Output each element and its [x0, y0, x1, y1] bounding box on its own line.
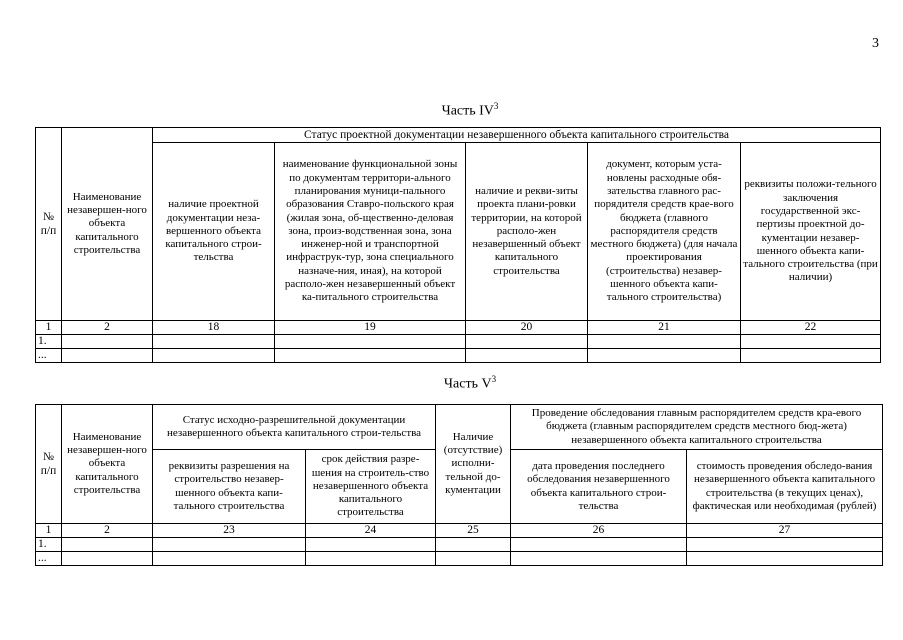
- table-cell: [62, 349, 153, 363]
- col-number: 1: [36, 524, 62, 538]
- col-number: 1: [36, 321, 62, 335]
- header-inspection: Проведение обследования главным распорядителем средств кра-евого бюджета (главным распорядителем средств местного бюд-жета) незавершенного объекта капитального строительства: [511, 405, 883, 450]
- table-cell: [62, 552, 153, 566]
- table-header-row: [36, 128, 881, 143]
- table-cell: [436, 538, 511, 552]
- table-cell: [306, 552, 436, 566]
- row-number: 1.: [36, 538, 62, 552]
- column-number-row: [36, 321, 881, 335]
- table-cell: [741, 335, 881, 349]
- col-number: 24: [306, 524, 436, 538]
- col-number: 20: [466, 321, 588, 335]
- header-col-18: наличие проектной документации неза-вершенного объекта капитального строи-тельства: [153, 143, 275, 321]
- col-number: 18: [153, 321, 275, 335]
- row-number: ...: [36, 552, 62, 566]
- table-cell: [588, 335, 741, 349]
- col-number: 2: [62, 524, 153, 538]
- header-col-22: реквизиты положи-тельного заключения государственной экс-пертизы проектной до-кументации незавер-шенного объекта капи-тального строительства (при наличии): [741, 143, 881, 321]
- table-cell: [62, 538, 153, 552]
- table-cell: [62, 335, 153, 349]
- page-number: 3: [872, 36, 879, 51]
- part-4-title: Часть $IV^3$: [441, 101, 499, 119]
- header-num: № п/п: [36, 405, 62, 524]
- col-number: 19: [275, 321, 466, 335]
- table-row: [36, 335, 881, 349]
- row-number: ...: [36, 349, 62, 363]
- col-number: 22: [741, 321, 881, 335]
- table-cell: [511, 552, 687, 566]
- table-cell: [153, 335, 275, 349]
- table-cell: [466, 349, 588, 363]
- table-header-row: [36, 405, 883, 450]
- table-row: [36, 552, 883, 566]
- header-col-23: реквизиты разрешения на строительство незавер-шенного объекта капи-тального строительства: [153, 450, 306, 524]
- col-number: 23: [153, 524, 306, 538]
- part-5-table: [35, 404, 883, 566]
- header-permit-status: Статус исходно-разрешительной документации незавершенного объекта капитального строи-тельства: [153, 405, 436, 450]
- part-4-table: [35, 127, 881, 363]
- header-project-doc-status: Статус проектной документации незавершенного объекта капитального строительства: [153, 128, 881, 143]
- table-row: [36, 538, 883, 552]
- col-number: 26: [511, 524, 687, 538]
- header-col-26: дата проведения последнего обследования незавершенного объекта капитального строи-тельства: [511, 450, 687, 524]
- table-cell: [687, 552, 883, 566]
- col-number: 25: [436, 524, 511, 538]
- table-cell: [436, 552, 511, 566]
- table-cell: [153, 349, 275, 363]
- table-cell: [275, 349, 466, 363]
- col-number: 2: [62, 321, 153, 335]
- header-object-name: Наименование незавершен-ного объекта капитального строительства: [62, 128, 153, 321]
- col-number: 21: [588, 321, 741, 335]
- header-col-21: документ, которым уста-новлены расходные обя-зательства главного рас-порядителя средств крае-вого бюджета (главного распорядителя средств местного бюджета) (для начала проектирования (строительства) незавер-шенного объекта капи-тального строительства): [588, 143, 741, 321]
- row-number: 1.: [36, 335, 62, 349]
- table-cell: [588, 349, 741, 363]
- table-cell: [741, 349, 881, 363]
- table-cell: [306, 538, 436, 552]
- part-5-title: Часть $V^3$: [443, 374, 497, 392]
- header-num: № п/п: [36, 128, 62, 321]
- table-cell: [153, 552, 306, 566]
- header-col-25: Наличие (отсутствие) исполни-тельной до-кументации: [436, 405, 511, 524]
- table-cell: [275, 335, 466, 349]
- table-header-row: [36, 143, 881, 321]
- header-col-27: стоимость проведения обследо-вания незавершенного объекта капитального строительства (в текущих ценах), фактическая или необходимая (рублей): [687, 450, 883, 524]
- header-col-20: наличие и рекви-зиты проекта плани-ровки территории, на которой располо-жен незавершенный объект капитального строительства: [466, 143, 588, 321]
- header-col-19: наименование функциональной зоны по документам территори-ального планирования муници-пального образования Ставро-польского края (жилая зона, об-щественно-деловая зона, произ-водственная зона, зона инженер-ной и транспортной инфраструк-тур, зона специального назначе-ния, иная), на которой располо-жен незавершенный объект ка-питального строительства: [275, 143, 466, 321]
- table-cell: [511, 538, 687, 552]
- table-cell: [687, 538, 883, 552]
- col-number: 27: [687, 524, 883, 538]
- table-cell: [466, 335, 588, 349]
- header-col-24: срок действия разре-шения на строитель-ство незавершенного объекта капитального строительства: [306, 450, 436, 524]
- column-number-row: [36, 524, 883, 538]
- table-row: [36, 349, 881, 363]
- table-cell: [153, 538, 306, 552]
- header-object-name: Наименование незавершен-ного объекта капитального строительства: [62, 405, 153, 524]
